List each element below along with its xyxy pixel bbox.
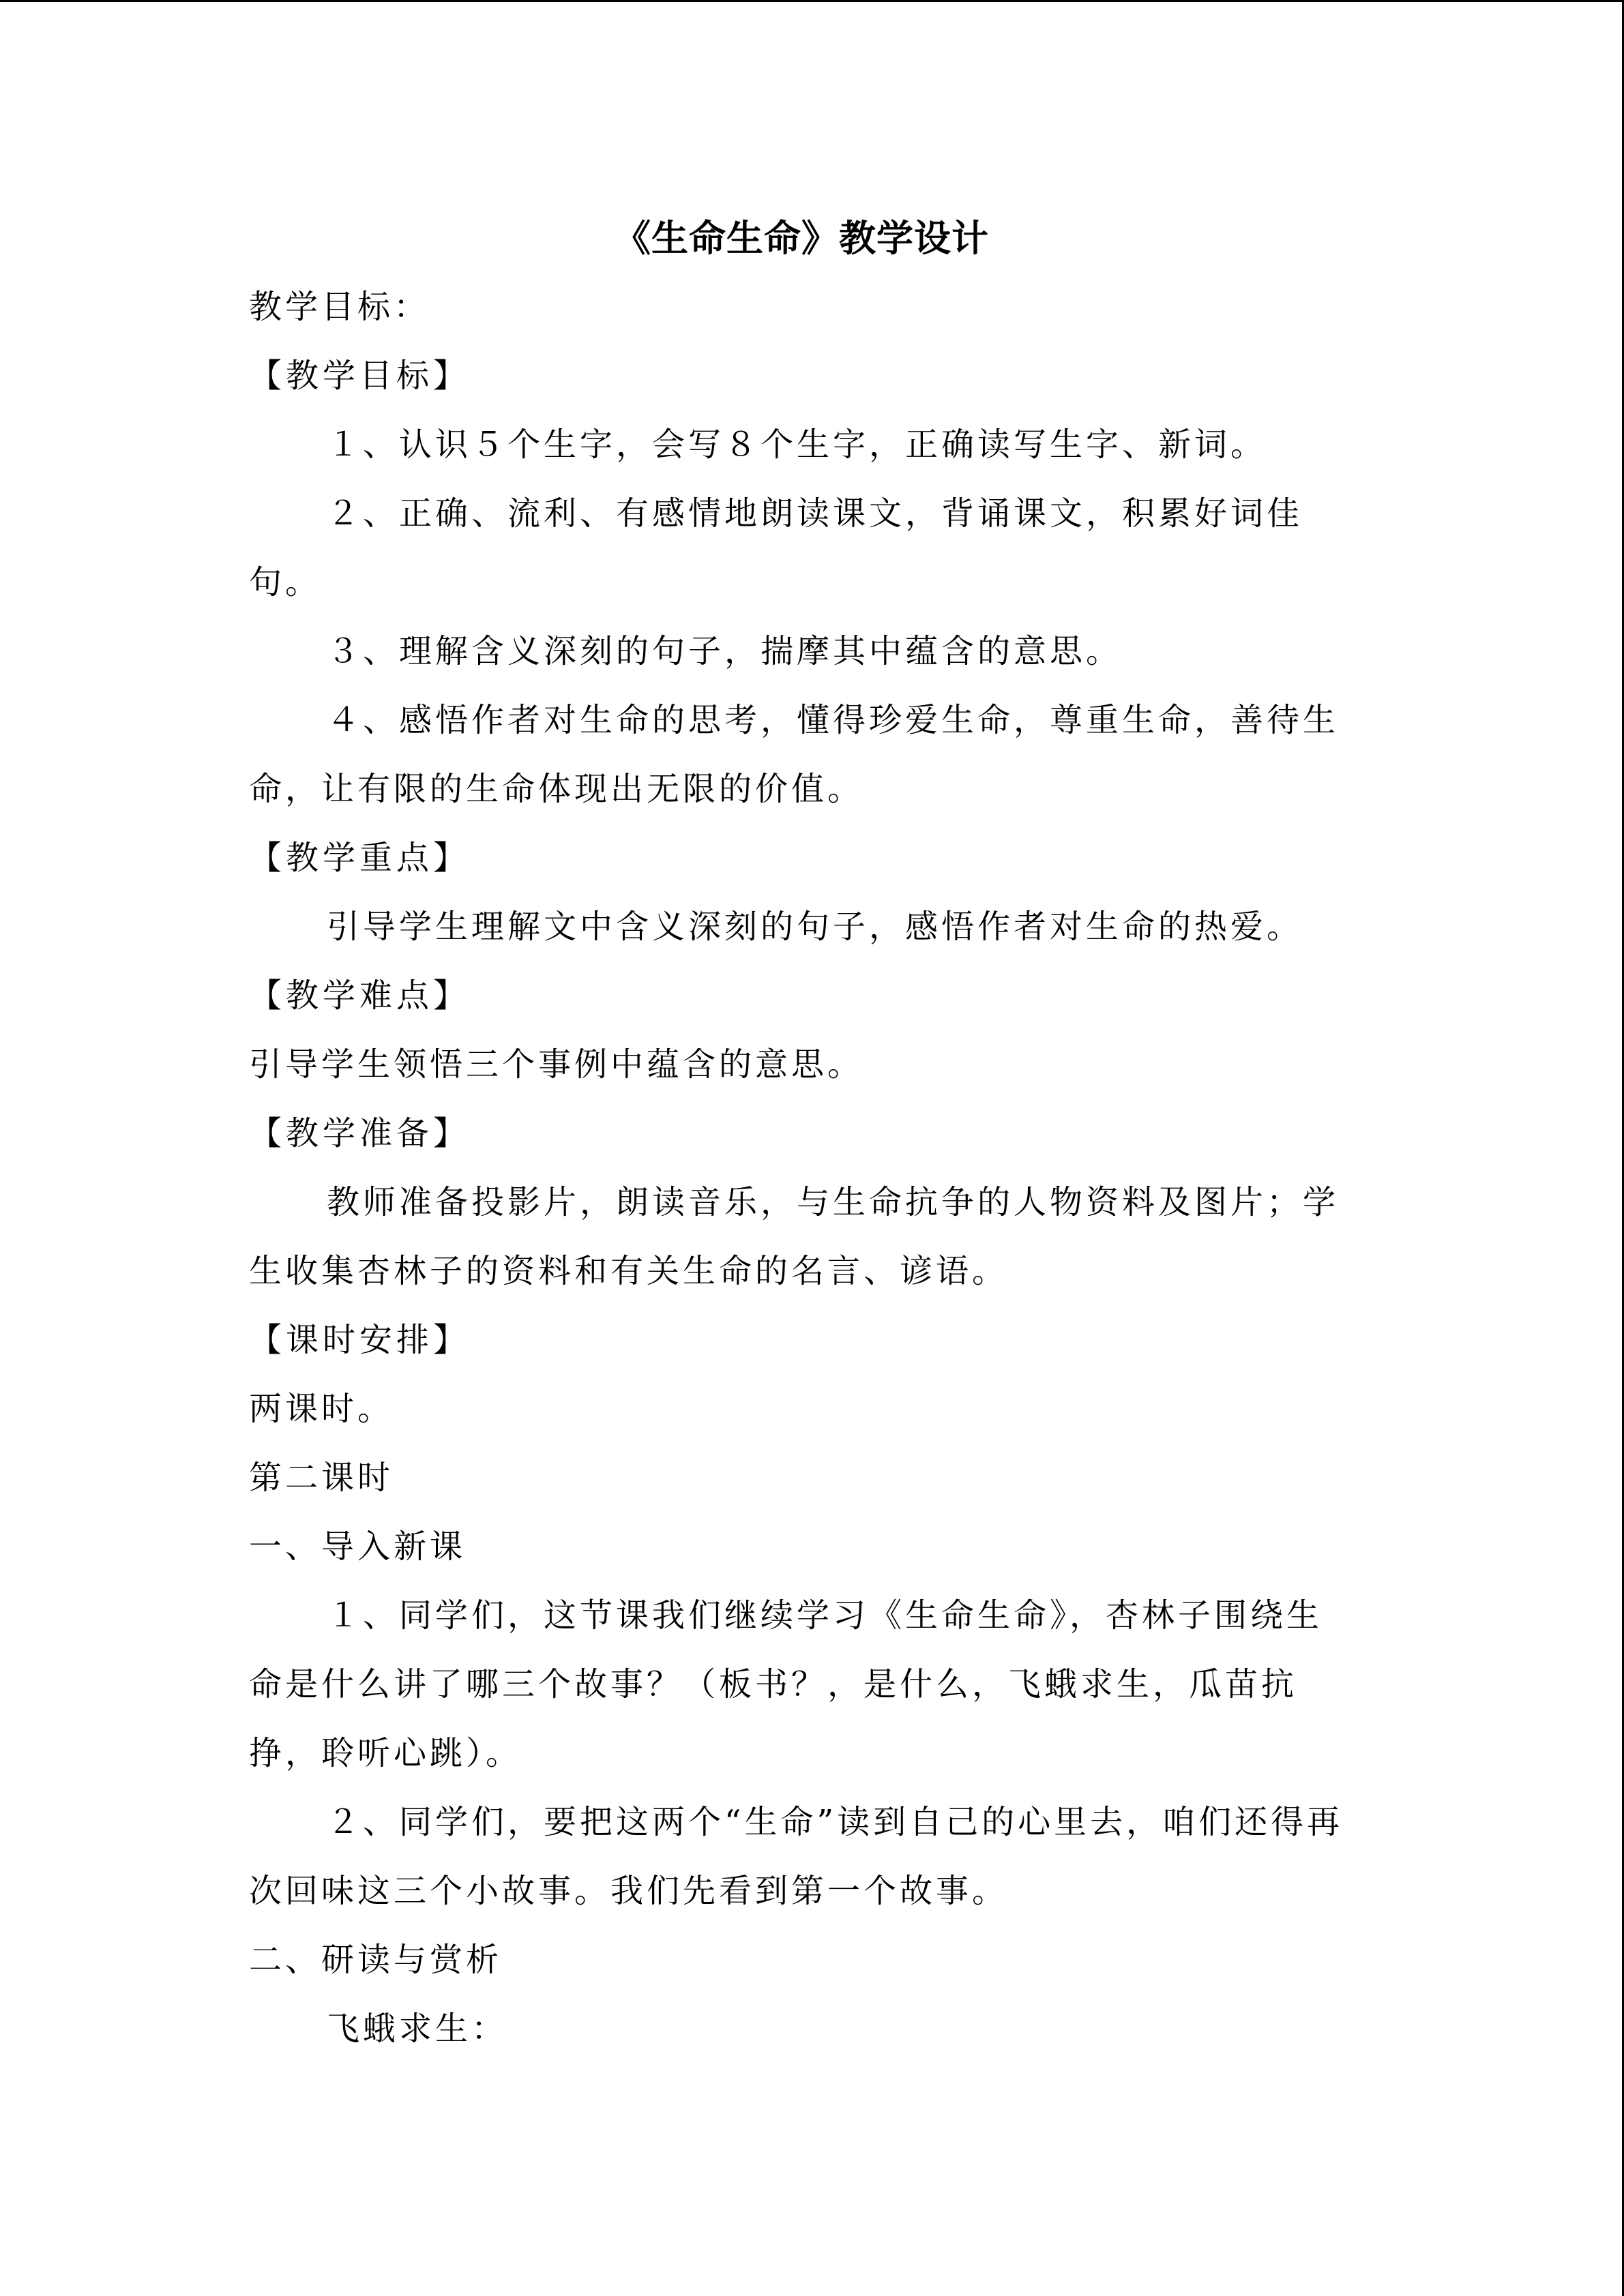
document-body [249,205,1354,2063]
teaching-preparation-text: 教师准备投影片，朗读音乐，与生命抗争的人物资料及图片；学生收集杏林子的资料和有关生命的名言、谚语。 [249,1183,1340,1290]
heading-teaching-difficulty: 【教学难点】 [249,976,471,1015]
second-lesson-label: 第二课时 [249,1459,394,1497]
page-top-border [0,0,1624,2]
objective-item-4: ４、感悟作者对生命的思考，懂得珍爱生命，尊重生命，善待生命，让有限的生命体现出无限的价值。 [249,701,1340,808]
teaching-difficulty-text: 引导学生领悟三个事例中蕴含的意思。 [249,1045,864,1084]
objective-item-1: １、认识５个生字，会写８个生字，正确读写生字、新词。 [327,426,1267,464]
section-introduction-heading: 一、导入新课 [249,1527,467,1566]
moth-story-label: 飞蛾求生： [327,2010,508,2048]
heading-lesson-schedule: 【课时安排】 [249,1321,471,1359]
heading-teaching-objectives: 【教学目标】 [249,357,471,395]
introduction-item-1: １、同学们，这节课我们继续学习《生命生命》，杏林子围绕生命是什么讲了哪三个故事？（板书？，是什么，飞蛾求生，瓜苗抗挣，聆听心跳）。 [249,1596,1323,1772]
heading-teaching-focus: 【教学重点】 [249,839,471,877]
section-label-objectives: 教学目标： [249,288,430,326]
objective-item-3: ３、理解含义深刻的句子，揣摩其中蕴含的意思。 [327,632,1123,670]
lesson-schedule-text: 两课时。 [249,1390,394,1428]
teaching-focus-text: 引导学生理解文中含义深刻的句子，感悟作者对生命的热爱。 [327,908,1303,946]
introduction-item-2: ２、同学们，要把这两个“生命”读到自己的心里去，咱们还得再次回味这三个小故事。我们先看到第一个故事。 [249,1803,1344,1910]
heading-teaching-preparation: 【教学准备】 [249,1114,471,1152]
objective-item-2: ２、正确、流利、有感情地朗读课文，背诵课文，积累好词佳句。 [249,494,1303,601]
document-title: 《生命生命》教学设计 [614,217,989,260]
section-study-heading: 二、研读与赏析 [249,1941,503,1979]
